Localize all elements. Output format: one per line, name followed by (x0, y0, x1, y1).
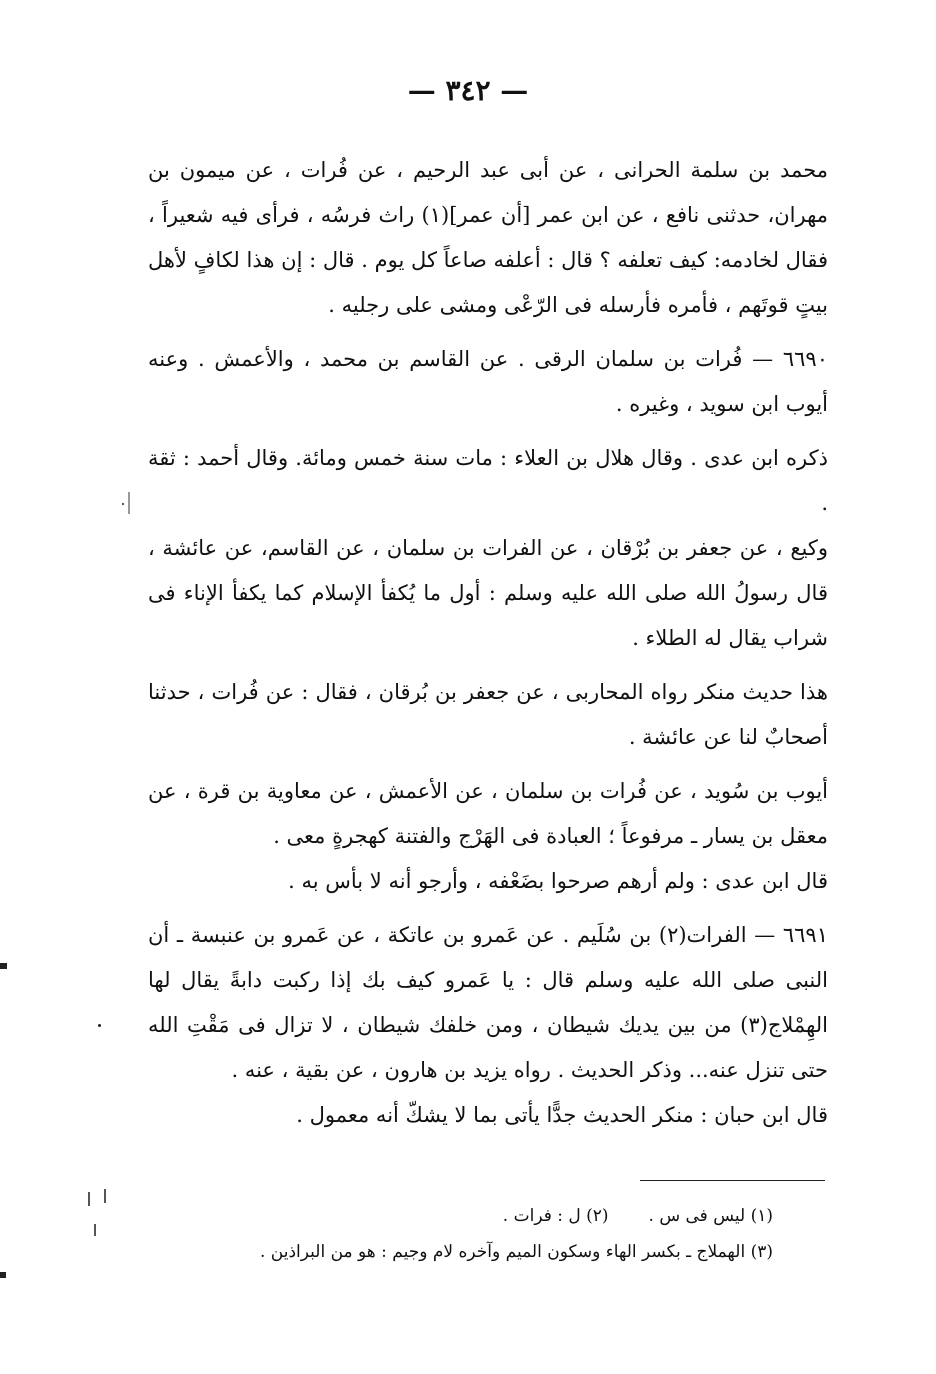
scan-speck (98, 1024, 101, 1027)
paragraph-1: محمد بن سلمة الحرانى ، عن أبى عبد الرحيم ، عن فُرات ، عن ميمون بن مهران، حدثنى نافع ، عن ابن عمر [أن عمر](١) راث فرسُه ، فرأى فيه شعيراً ، فقال لخادمه: كيف تعلفه ؟ قال : أعلفه صاعاً كل يوم . قال : إن هذا لكافٍ لأهل بيتٍ قوتَهم ، فأمره فأرسله فى الرّعْى ومشى على رجليه . (148, 158, 828, 317)
scan-scratch (104, 1189, 106, 1203)
entry-6691-heading: ٦٦٩١ — الفرات(٢) بن سُلَيم . عن عَمرو بن عاتكة ، عن عَمرو بن عنبسة ـ أن النبى صلى الله عليه وسلم قال : يا عَمرو كيف بك إذا ركبت دابةً يقال لها الهِمْلاج(٣) من بين يديك شيطان ، ومن خلفك شيطان ، لا تزال فى مَقْتِ الله حتى تنزل عنه... وذكر الحديث . رواه يزيد بن هارون ، عن بقية ، عنه . (148, 923, 828, 1082)
footnote-2: (٢) ل : فرات . (502, 1206, 609, 1226)
paragraph-7: قال ابن عدى : ولم أرهم صرحوا بضَعْفه ، وأرجو أنه لا بأس به . (288, 869, 828, 893)
paragraph-6: أيوب بن سُويد ، عن فُرات بن سلمان ، عن الأعمش ، عن معاوية بن قرة ، عن معقل بن يسار ـ مرفوعاً ؛ العبادة فى الهَرْج والفتنة كهجرةٍ معى . (148, 779, 828, 848)
scan-scratch (94, 1224, 96, 1236)
scan-mark (0, 1272, 6, 1278)
footnote-divider (640, 1180, 825, 1181)
scan-mark (0, 963, 7, 969)
paragraph-5: هذا حديث منكر رواه المحاربى ، عن جعفر بن بُرقان ، فقال : عن فُرات ، حدثنا أصحابٌ لنا عن عائشة . (148, 680, 828, 749)
paragraph-9: قال ابن حبان : منكر الحديث جدًّا يأتى بما لا يشكّ أنه معمول . (296, 1103, 828, 1127)
page-number: — ٣٤٢ — (407, 74, 529, 107)
scan-speck (122, 503, 124, 505)
entry-6690-heading: ٦٦٩٠ — فُرات بن سلمان الرقى . عن القاسم بن محمد ، والأعمش . وعنه أيوب ابن سويد ، وغيره . (148, 347, 828, 416)
scan-scratch (128, 492, 130, 514)
body-text (148, 148, 828, 1138)
footnote-3: (٣) الهملاج ـ بكسر الهاء وسكون الميم وآخره لام وجيم : هو من البراذين . (259, 1242, 773, 1262)
paragraph-4: وكيع ، عن جعفر بن بُرْقان ، عن الفرات بن سلمان ، عن القاسم، عن عائشة ، قال رسولُ الله صلى الله عليه وسلم : أول ما يُكفأ الإسلام كما يكفأ الإناء فى شراب يقال له الطلاء . (148, 536, 828, 650)
footnote-line-1 (148, 1198, 773, 1234)
footnotes (148, 1198, 773, 1270)
footnote-1: (١) ليس فى س . (648, 1206, 773, 1226)
scan-scratch (88, 1192, 90, 1206)
paragraph-3: ذكره ابن عدى . وقال هلال بن العلاء : مات سنة خمس ومائة. وقال أحمد : ثقة . (148, 446, 828, 515)
